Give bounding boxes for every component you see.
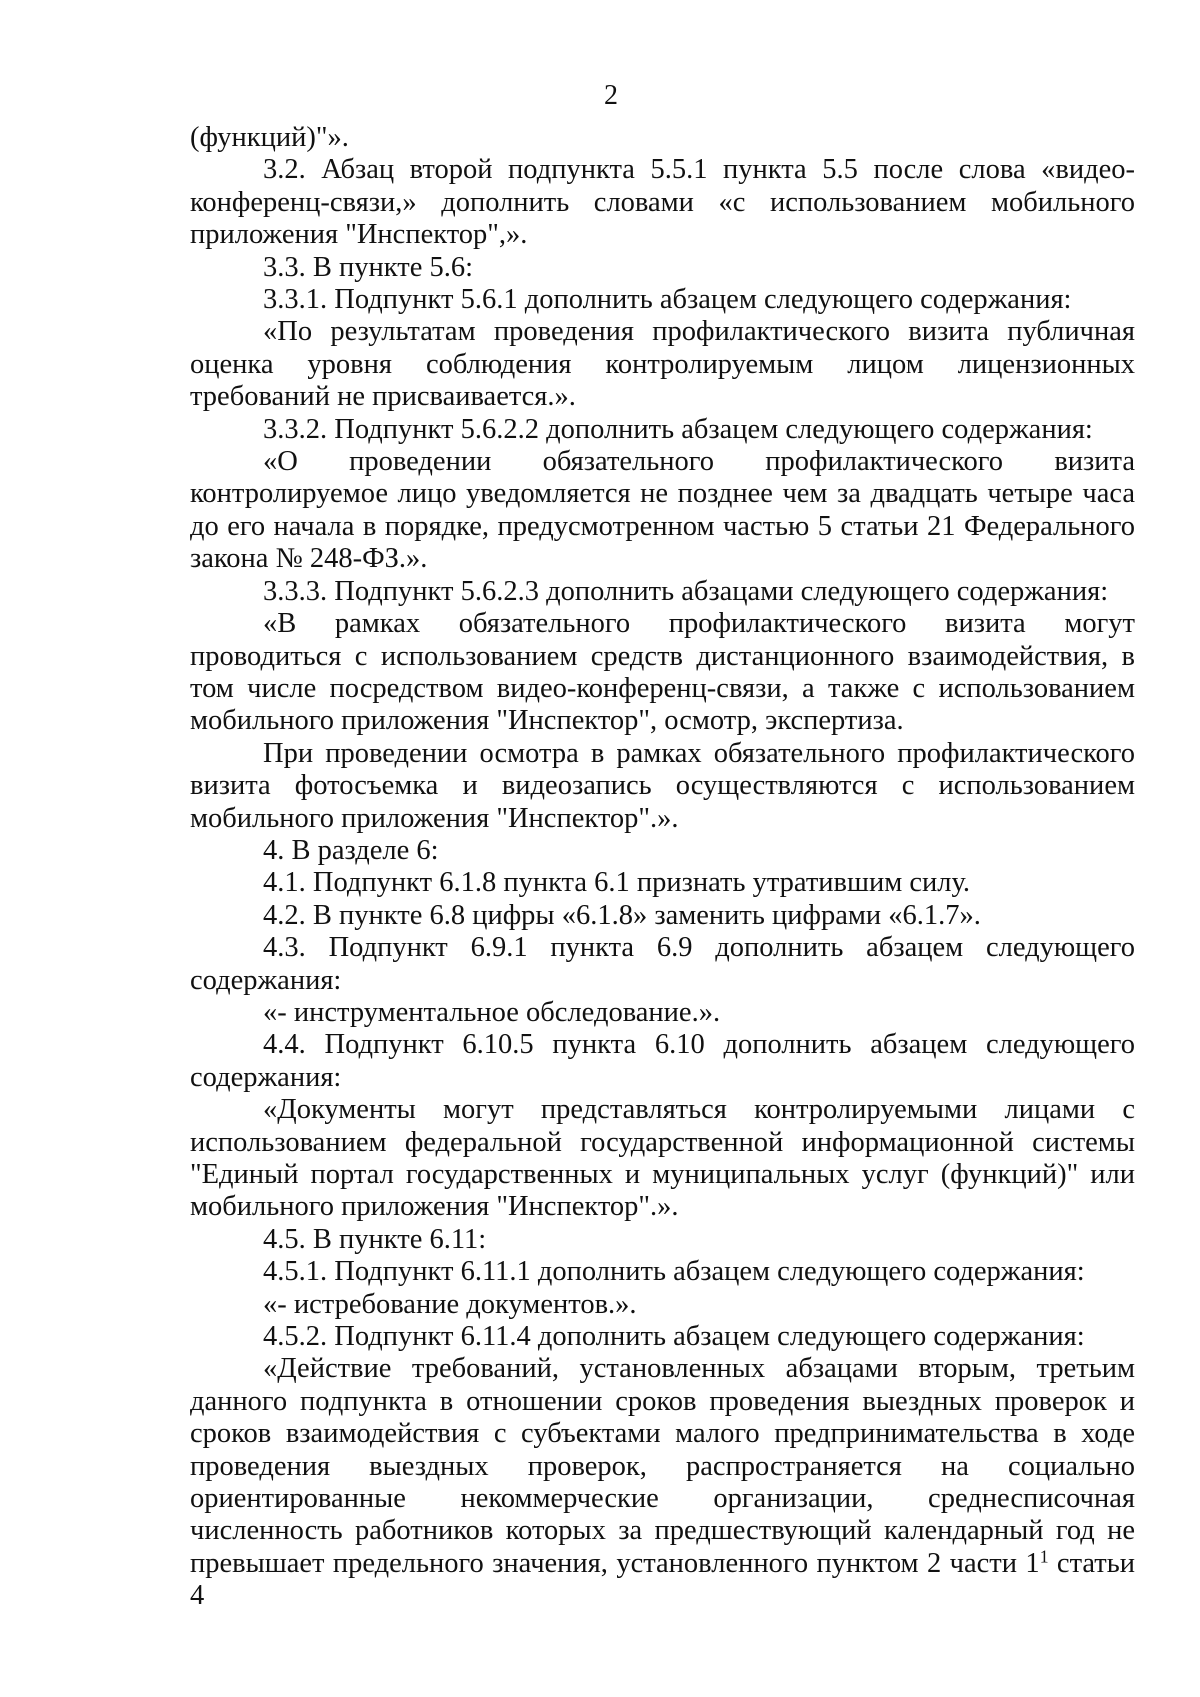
paragraph-quote-4-5-1: «- истребование документов.». <box>263 1288 637 1320</box>
paragraph-item-3-2: 3.2. Абзац второй подпункта 5.5.1 пункта 5.5 после слова «видео-конференц-связи,» дополнить словами «с использованием мобильного приложения "Инспектор",». <box>190 154 1135 251</box>
document-body <box>190 122 1135 1613</box>
page-number: 2 <box>604 80 618 111</box>
paragraph-item-4-4: 4.4. Подпункт 6.10.5 пункта 6.10 дополнить абзацем следующего содержания: <box>190 1029 1135 1093</box>
paragraph-quote-3-3-3-a: «В рамках обязательного профилактического визита могут проводиться с использованием средств дистанционного взаимодействия, в том числе посредством видео-конференц-связи, а также с использованием мобильного приложения "Инспектор", осмотр, экспертиза. <box>190 608 1135 737</box>
paragraph-item-4: 4. В разделе 6: <box>263 834 439 866</box>
paragraph-quote-3-3-3-b: При проведении осмотра в рамках обязательного профилактического визита фотосъемка и видеозапись осуществляются с использованием мобильного приложения "Инспектор".». <box>190 737 1135 834</box>
paragraph-item-4-5-2: 4.5.2. Подпункт 6.11.4 дополнить абзацем следующего содержания: <box>263 1321 1085 1353</box>
paragraph-quote-4-3: «- инструментальное обследование.». <box>263 996 721 1028</box>
paragraph-quote-3-3-1: «По результатам проведения профилактического визита публичная оценка уровня соблюдения контролируемым лицом лицензионных требований не присваивается.». <box>190 316 1135 413</box>
paragraph-item-3-3-2: 3.3.2. Подпункт 5.6.2.2 дополнить абзацем следующего содержания: <box>263 413 1093 445</box>
paragraph-item-3-3-3: 3.3.3. Подпункт 5.6.2.3 дополнить абзацами следующего содержания: <box>263 575 1109 607</box>
paragraph-item-4-3: 4.3. Подпункт 6.9.1 пункта 6.9 дополнить абзацем следующего содержания: <box>190 932 1135 996</box>
quote-text-end: статьи 4 <box>190 1547 1136 1612</box>
paragraph-item-4-1: 4.1. Подпункт 6.1.8 пункта 6.1 признать утратившим силу. <box>263 867 971 899</box>
paragraph-quote-4-4: «Документы могут представляться контролируемыми лицами с использованием федеральной государственной информационной системы "Единый портал государственных и муниципальных услуг (функций)" или мобильного приложения "Инспектор".». <box>190 1094 1135 1223</box>
paragraph-quote-3-3-2: «О проведении обязательного профилактического визита контролируемое лицо уведомляется не позднее чем за двадцать четыре часа до его начала в порядке, предусмотренном частью 5 статьи 21 Федерального закона № 248-ФЗ.». <box>190 446 1135 575</box>
paragraph-item-3-3-1: 3.3.1. Подпункт 5.6.1 дополнить абзацем следующего содержания: <box>263 284 1072 316</box>
paragraph-item-4-5-1: 4.5.1. Подпункт 6.11.1 дополнить абзацем следующего содержания: <box>263 1256 1085 1288</box>
superscript-number: 1 <box>1039 1546 1049 1567</box>
paragraph-item-4-5: 4.5. В пункте 6.11: <box>263 1223 487 1255</box>
paragraph-item-3-3: 3.3. В пункте 5.6: <box>263 251 474 283</box>
paragraph-quote-4-5-2 <box>190 1353 1135 1612</box>
paragraph-continuation: (функций)"». <box>190 122 349 153</box>
quote-text: «Действие требований, установленных абзацами вторым, третьим данного подпункта в отношении сроков проведения выездных проверок и сроков взаимодействия с субъектами малого предпринимательства в ходе проведения выездных проверок, распространяется на социально ориентированные некоммерческие организации, среднесписочная численность работников которых за предшествующий календарный год не превышает предельного значения, установленного пунктом 2 части 1 <box>190 1353 1135 1579</box>
paragraph-item-4-2: 4.2. В пункте 6.8 цифры «6.1.8» заменить цифрами «6.1.7». <box>263 899 981 931</box>
